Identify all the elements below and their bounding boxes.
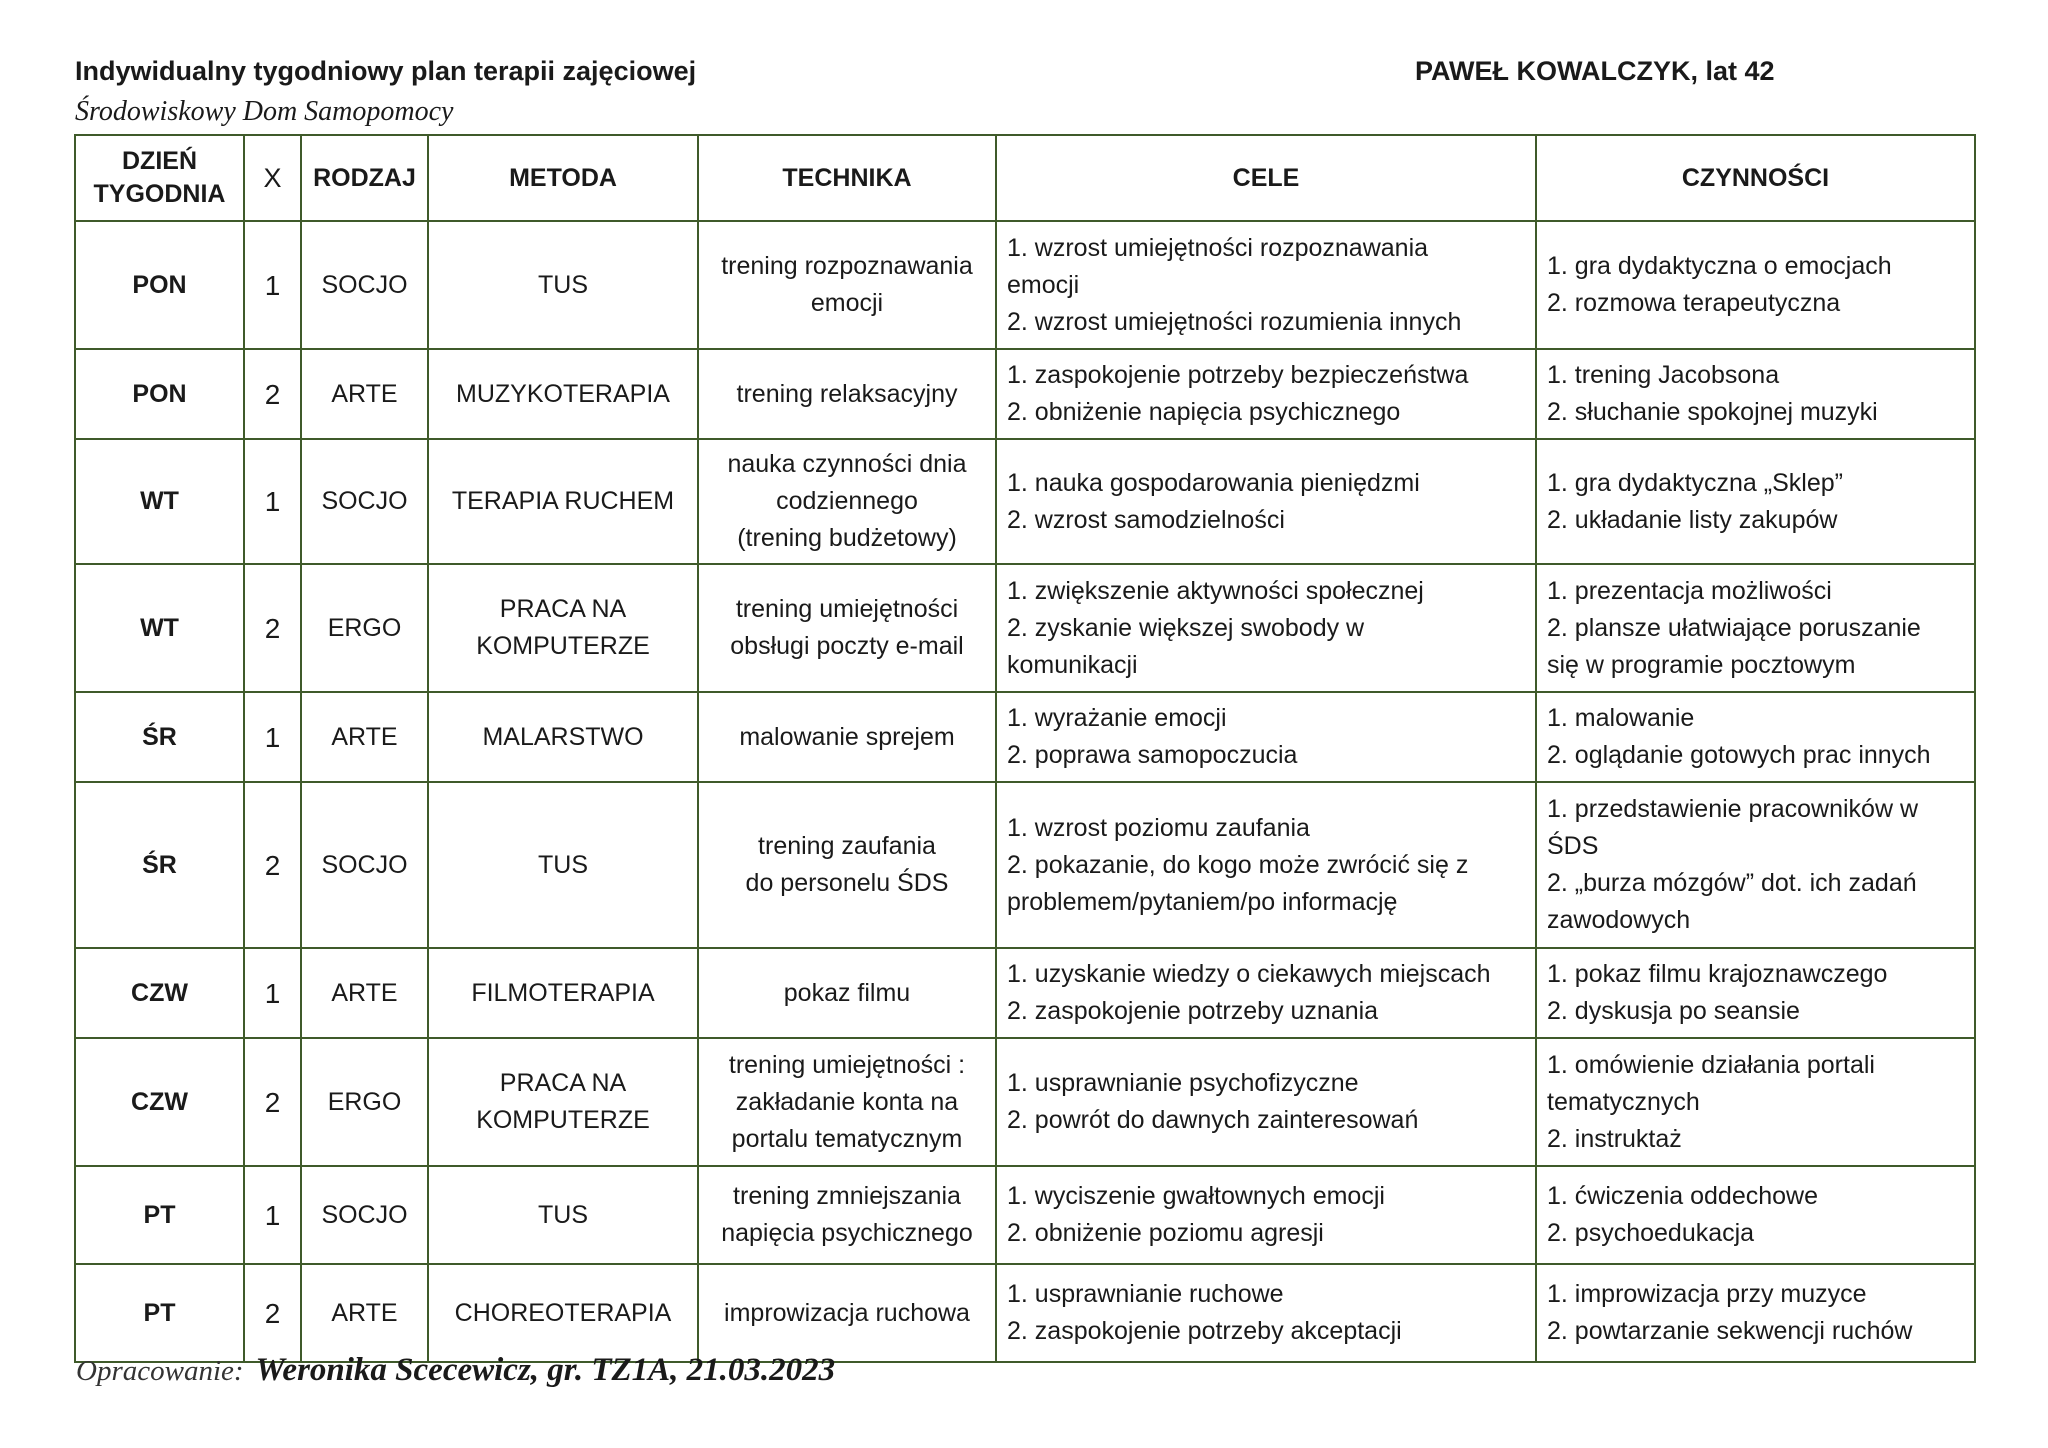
column-header-x: X <box>244 135 301 221</box>
cell-method <box>428 1264 698 1362</box>
cell-activities-line: 1. malowanie <box>1547 704 1695 732</box>
cell-technique-line: trening rozpoznawania <box>721 252 973 280</box>
cell-goals-line: 1. usprawnianie ruchowe <box>1007 1280 1284 1308</box>
cell-technique-line: trening umiejętności <box>735 595 959 623</box>
cell-goals-line: 2. obniżenie napięcia psychicznego <box>1007 398 1401 426</box>
cell-activities-line: 1. improwizacja przy muzyce <box>1547 1280 1867 1308</box>
cell-type: ARTE <box>301 1264 428 1362</box>
cell-goals <box>996 692 1536 782</box>
document-header <box>75 56 1975 100</box>
cell-goals-line: 2. zaspokojenie potrzeby akceptacji <box>1007 1317 1402 1345</box>
cell-goals-line: 1. usprawnianie psychofizyczne <box>1007 1069 1359 1097</box>
column-header-activities: CZYNNOŚCI <box>1536 135 1975 221</box>
cell-technique-line: codziennego <box>776 487 918 515</box>
cell-technique <box>698 1264 996 1362</box>
cell-goals <box>996 221 1536 349</box>
cell-x: 2 <box>244 782 301 948</box>
cell-x: 1 <box>244 1166 301 1264</box>
cell-day: CZW <box>75 1038 244 1166</box>
document-title: Indywidualny tygodniowy plan terapii zajęciowej <box>75 56 697 86</box>
cell-technique-line: emocji <box>810 289 884 317</box>
footer-author: Weronika Scecewicz, gr. TZ1A, 21.03.2023 <box>255 1352 836 1388</box>
cell-activities <box>1536 692 1975 782</box>
cell-x: 2 <box>244 1038 301 1166</box>
cell-type: ERGO <box>301 564 428 692</box>
column-header-day-line: DZIEŃ <box>122 147 197 175</box>
cell-goals-line: 1. uzyskanie wiedzy o ciekawych miejscach <box>1007 960 1491 988</box>
cell-technique <box>698 1038 996 1166</box>
cell-activities-line: ŚDS <box>1547 832 1599 860</box>
cell-goals <box>996 1264 1536 1362</box>
cell-activities-line: 2. dyskusja po seansie <box>1547 997 1800 1025</box>
cell-x: 2 <box>244 1264 301 1362</box>
cell-activities-line: 2. plansze ułatwiające poruszanie <box>1547 613 1921 642</box>
table-row <box>75 439 1975 564</box>
cell-x: 1 <box>244 692 301 782</box>
cell-goals-line: 2. powrót do dawnych zainteresowań <box>1007 1106 1419 1134</box>
cell-technique-line: napięcia psychicznego <box>721 1219 973 1247</box>
cell-goals-line: 1. zaspokojenie potrzeby bezpieczeństwa <box>1007 361 1469 389</box>
cell-technique-line: malowanie sprejem <box>739 722 955 751</box>
cell-method <box>428 439 698 564</box>
cell-activities-line: 1. przedstawienie pracowników w <box>1547 795 1919 823</box>
cell-technique <box>698 1166 996 1264</box>
cell-method-line: TERAPIA RUCHEM <box>451 487 675 515</box>
cell-x: 2 <box>244 349 301 439</box>
cell-goals <box>996 1166 1536 1264</box>
cell-activities <box>1536 439 1975 564</box>
cell-technique-line: do personelu ŚDS <box>745 869 949 897</box>
cell-type: SOCJO <box>301 221 428 349</box>
cell-activities <box>1536 221 1975 349</box>
cell-technique-line: trening zmniejszania <box>733 1182 961 1210</box>
cell-activities-line: 2. psychoedukacja <box>1547 1219 1755 1247</box>
cell-goals <box>996 349 1536 439</box>
cell-goals-line: 2. wzrost umiejętności rozumienia innych <box>1007 307 1462 336</box>
cell-activities <box>1536 1038 1975 1166</box>
cell-activities-line: się w programie pocztowym <box>1547 650 1856 679</box>
cell-goals-line: 1. wyciszenie gwałtownych emocji <box>1007 1182 1385 1210</box>
cell-x: 1 <box>244 948 301 1038</box>
cell-goals-line: problemem/pytaniem/po informację <box>1007 887 1398 916</box>
cell-activities-line: 2. oglądanie gotowych prac innych <box>1547 741 1931 769</box>
cell-method-line: TUS <box>538 1200 588 1229</box>
cell-method-line: FILMOTERAPIA <box>471 978 655 1007</box>
table-row <box>75 564 1975 692</box>
cell-x: 2 <box>244 564 301 692</box>
cell-activities-line: 2. „burza mózgów” dot. ich zadań <box>1547 869 1917 897</box>
cell-type: SOCJO <box>301 439 428 564</box>
cell-activities <box>1536 1166 1975 1264</box>
cell-method-line: TUS <box>538 270 588 299</box>
cell-technique-line: trening umiejętności : <box>728 1050 966 1079</box>
cell-method <box>428 1166 698 1264</box>
cell-goals-line: 2. wzrost samodzielności <box>1007 505 1285 534</box>
cell-technique <box>698 564 996 692</box>
cell-goals <box>996 564 1536 692</box>
cell-technique-line: nauka czynności dnia <box>727 450 967 478</box>
column-header-technique: TECHNIKA <box>698 135 996 221</box>
footer-label: Opracowanie: <box>76 1355 244 1387</box>
cell-activities <box>1536 349 1975 439</box>
cell-goals-line: 2. zyskanie większej swobody w <box>1007 613 1365 642</box>
cell-x: 1 <box>244 439 301 564</box>
table-row <box>75 1166 1975 1264</box>
cell-method <box>428 948 698 1038</box>
cell-activities-line: 2. powtarzanie sekwencji ruchów <box>1547 1317 1913 1345</box>
table-row <box>75 692 1975 782</box>
cell-day: ŚR <box>75 782 244 948</box>
cell-day: PT <box>75 1264 244 1362</box>
cell-goals-line: 2. pokazanie, do kogo może zwrócić się z <box>1007 850 1469 879</box>
cell-technique-line: (trening budżetowy) <box>737 524 957 552</box>
cell-activities <box>1536 564 1975 692</box>
cell-activities-line: tematycznych <box>1547 1087 1700 1116</box>
cell-method <box>428 782 698 948</box>
cell-technique <box>698 439 996 564</box>
cell-type: ARTE <box>301 349 428 439</box>
cell-activities-line: 1. prezentacja możliwości <box>1547 576 1832 605</box>
cell-activities-line: 1. ćwiczenia oddechowe <box>1547 1182 1818 1210</box>
cell-method-line: MUZYKOTERAPIA <box>456 379 670 408</box>
cell-technique-line: improwizacja ruchowa <box>724 1298 970 1327</box>
table-row <box>75 221 1975 349</box>
cell-goals-line: 1. wzrost umiejętności rozpoznawania <box>1007 233 1429 262</box>
cell-technique <box>698 221 996 349</box>
cell-goals-line: 1. nauka gospodarowania pieniędzmi <box>1007 468 1420 497</box>
cell-day: PON <box>75 221 244 349</box>
table-header-row <box>75 135 1975 221</box>
cell-technique-line: pokaz filmu <box>783 978 911 1007</box>
column-header-day-line: TYGODNIA <box>93 180 226 208</box>
cell-goals-line: 1. zwiększenie aktywności społecznej <box>1007 576 1424 605</box>
cell-activities-line: 1. trening Jacobsona <box>1547 361 1780 389</box>
cell-type: SOCJO <box>301 1166 428 1264</box>
cell-x: 1 <box>244 221 301 349</box>
column-header-goals: CELE <box>996 135 1536 221</box>
table-row <box>75 1264 1975 1362</box>
cell-activities-line: 2. układanie listy zakupów <box>1547 505 1838 534</box>
cell-goals <box>996 948 1536 1038</box>
table-body <box>75 221 1975 1362</box>
patient-info: PAWEŁ KOWALCZYK, lat 42 <box>1415 56 1775 86</box>
cell-technique <box>698 948 996 1038</box>
cell-method-line: KOMPUTERZE <box>476 1106 650 1134</box>
cell-activities-line: 1. gra dydaktyczna „Sklep” <box>1547 468 1843 497</box>
cell-method <box>428 1038 698 1166</box>
cell-goals <box>996 782 1536 948</box>
cell-goals-line: 1. wzrost poziomu zaufania <box>1007 813 1310 842</box>
cell-goals <box>996 1038 1536 1166</box>
cell-day: CZW <box>75 948 244 1038</box>
cell-goals-line: komunikacji <box>1007 650 1138 679</box>
cell-technique-line: zakładanie konta na <box>735 1087 959 1116</box>
cell-goals-line: 2. zaspokojenie potrzeby uznania <box>1007 997 1379 1025</box>
cell-method-line: PRACA NA <box>499 1069 627 1097</box>
document-footer <box>76 1352 835 1389</box>
cell-type: ERGO <box>301 1038 428 1166</box>
cell-day: PT <box>75 1166 244 1264</box>
cell-method <box>428 221 698 349</box>
cell-goals-line: 2. obniżenie poziomu agresji <box>1007 1219 1324 1247</box>
cell-goals-line: 1. wyrażanie emocji <box>1007 704 1227 732</box>
cell-day: WT <box>75 439 244 564</box>
table-row <box>75 782 1975 948</box>
cell-method-line: PRACA NA <box>499 595 627 623</box>
cell-activities-line: 1. omówienie działania portali <box>1547 1050 1875 1079</box>
cell-method-line: TUS <box>538 850 588 879</box>
cell-method <box>428 349 698 439</box>
column-header-day <box>75 135 244 221</box>
cell-activities-line: 2. instruktaż <box>1547 1124 1682 1153</box>
cell-method <box>428 564 698 692</box>
cell-activities-line: 1. pokaz filmu krajoznawczego <box>1547 960 1888 988</box>
cell-type: ARTE <box>301 948 428 1038</box>
cell-method <box>428 692 698 782</box>
cell-technique-line: trening zaufania <box>758 832 936 860</box>
cell-technique <box>698 782 996 948</box>
cell-goals-line: emocji <box>1007 270 1080 299</box>
cell-goals-line: 2. poprawa samopoczucia <box>1007 741 1298 769</box>
cell-type: ARTE <box>301 692 428 782</box>
cell-method-line: CHOREOTERAPIA <box>454 1298 672 1327</box>
table-row <box>75 1038 1975 1166</box>
cell-technique-line: trening relaksacyjny <box>736 379 958 408</box>
therapy-plan-table <box>74 134 1976 1363</box>
cell-technique <box>698 692 996 782</box>
cell-method-line: MALARSTWO <box>482 722 644 751</box>
document-subtitle: Środowiskowy Dom Samopomocy <box>75 96 454 127</box>
cell-type: SOCJO <box>301 782 428 948</box>
cell-goals <box>996 439 1536 564</box>
cell-day: PON <box>75 349 244 439</box>
cell-technique <box>698 349 996 439</box>
column-header-method: METODA <box>428 135 698 221</box>
cell-technique-line: obsługi poczty e-mail <box>730 632 964 660</box>
cell-method-line: KOMPUTERZE <box>476 632 650 660</box>
table-row <box>75 948 1975 1038</box>
cell-activities <box>1536 948 1975 1038</box>
column-header-type: RODZAJ <box>301 135 428 221</box>
cell-activities <box>1536 1264 1975 1362</box>
table-row <box>75 349 1975 439</box>
cell-activities-line: zawodowych <box>1547 906 1691 934</box>
cell-activities-line: 2. słuchanie spokojnej muzyki <box>1547 398 1878 426</box>
cell-day: ŚR <box>75 692 244 782</box>
cell-activities-line: 2. rozmowa terapeutyczna <box>1547 289 1841 317</box>
cell-day: WT <box>75 564 244 692</box>
cell-technique-line: portalu tematycznym <box>731 1124 963 1153</box>
cell-activities <box>1536 782 1975 948</box>
cell-activities-line: 1. gra dydaktyczna o emocjach <box>1547 252 1892 280</box>
